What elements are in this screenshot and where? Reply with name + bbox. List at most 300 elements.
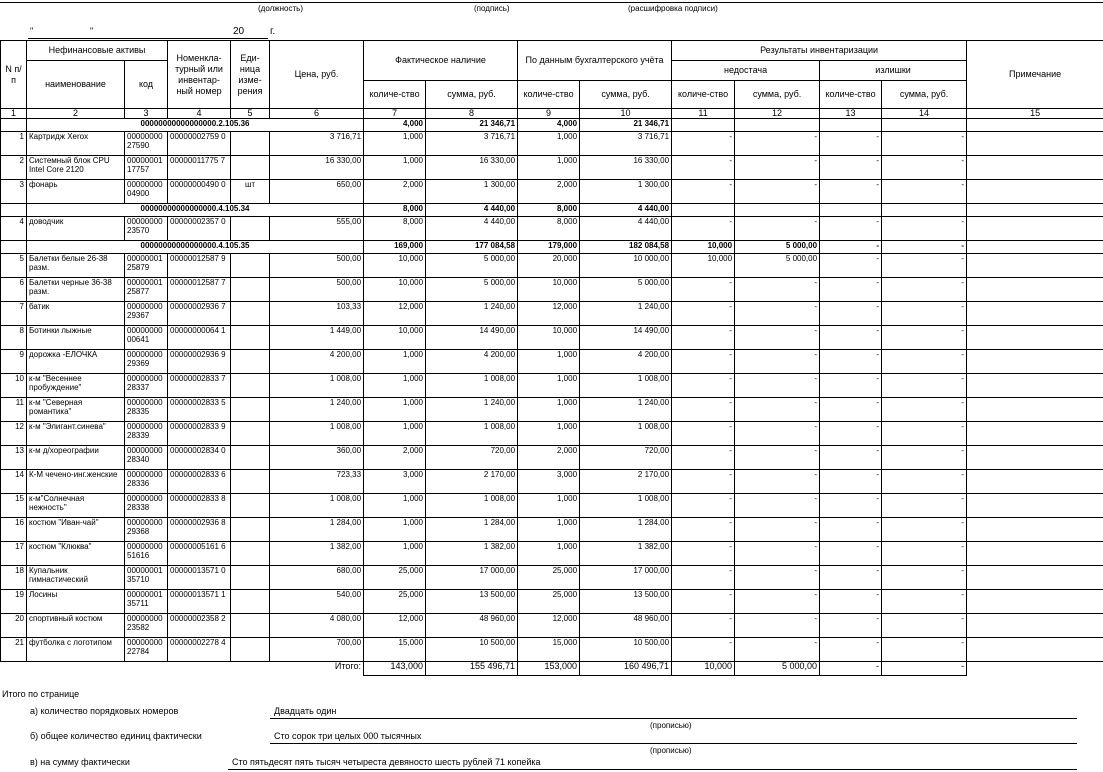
- shortage-sum: -: [735, 638, 820, 662]
- date-year-suffix: г.: [270, 26, 276, 37]
- actual-qty: 12,000: [364, 614, 426, 638]
- book-qty: 1,000: [518, 132, 580, 156]
- shortage-sum: -: [735, 326, 820, 350]
- row-number: 11: [1, 398, 27, 422]
- actual-sum: 1 008,00: [426, 494, 518, 518]
- table-row: [1, 566, 1103, 590]
- surplus-qty: -: [820, 132, 882, 156]
- actual-sum: 3 716,71: [426, 132, 518, 156]
- surplus-sum: -: [882, 566, 967, 590]
- shortage-qty: -: [672, 156, 735, 180]
- book-sum: 1 382,00: [580, 542, 672, 566]
- item-unit: [231, 470, 270, 494]
- book-sum: 5 000,00: [580, 278, 672, 302]
- item-price: 723,33: [270, 470, 364, 494]
- shortage-sum: -: [735, 350, 820, 374]
- actual-sum: 5 000,00: [426, 254, 518, 278]
- footer-c-underline: [228, 769, 1077, 770]
- shortage-qty: [672, 119, 735, 132]
- shortage-sum: -: [735, 302, 820, 326]
- actual-sum: 4 200,00: [426, 350, 518, 374]
- note-cell: [967, 156, 1103, 180]
- book-qty: 25,000: [518, 566, 580, 590]
- surplus-qty: -: [820, 494, 882, 518]
- surplus-sum: [882, 204, 967, 217]
- item-unit: [231, 446, 270, 470]
- actual-sum: 48 960,00: [426, 614, 518, 638]
- shortage-qty: -: [672, 590, 735, 614]
- item-code: 00000001 35711: [125, 590, 168, 614]
- shortage-qty: -: [672, 614, 735, 638]
- note-cell: [967, 132, 1103, 156]
- item-code: 00000001 25879: [125, 254, 168, 278]
- footer-caption-1: (прописью): [650, 721, 692, 730]
- row-number: 16: [1, 518, 27, 542]
- item-name: футболка с логотипом: [27, 638, 125, 662]
- actual-qty: 1,000: [364, 518, 426, 542]
- item-unit: [231, 132, 270, 156]
- item-code: 00000000 29368: [125, 518, 168, 542]
- surplus-qty: -: [820, 254, 882, 278]
- surplus-sum: -: [882, 217, 967, 241]
- note-cell: [967, 350, 1103, 374]
- item-name: Лосины: [27, 590, 125, 614]
- column-number: 10: [580, 109, 672, 119]
- shortage-qty: 10,000: [672, 241, 735, 254]
- book-sum: 1 300,00: [580, 180, 672, 204]
- item-name: Балетки черные 36-38 разм.: [27, 278, 125, 302]
- item-unit: [231, 398, 270, 422]
- item-price: 700,00: [270, 638, 364, 662]
- item-code: 00000000 28338: [125, 494, 168, 518]
- item-inventory-number: 00000000064 1: [168, 326, 231, 350]
- note-cell: [967, 470, 1103, 494]
- row-number: 9: [1, 350, 27, 374]
- shortage-qty: -: [672, 302, 735, 326]
- column-numbers-row: [1, 109, 1103, 119]
- row-number: 19: [1, 590, 27, 614]
- note-cell: [967, 590, 1103, 614]
- date-close-quote: ": [90, 26, 94, 36]
- group-n-cell: [1, 119, 27, 132]
- table-row: [1, 614, 1103, 638]
- item-price: 3 716,71: [270, 132, 364, 156]
- table-row: [1, 254, 1103, 278]
- table-row: [1, 217, 1103, 241]
- item-inventory-number: 00000002833 8: [168, 494, 231, 518]
- book-sum: 182 084,58: [580, 241, 672, 254]
- surplus-sum: -: [882, 638, 967, 662]
- header-actual-sum: сумма, руб.: [426, 81, 518, 109]
- shortage-qty: 10,000: [672, 254, 735, 278]
- item-name: к-м "Северная романтика": [27, 398, 125, 422]
- header-surplus-sum: сумма, руб.: [882, 81, 967, 109]
- surplus-qty: -: [820, 518, 882, 542]
- actual-qty: 1,000: [364, 374, 426, 398]
- item-inventory-number: 00000002358 2: [168, 614, 231, 638]
- item-unit: [231, 566, 270, 590]
- book-sum: 48 960,00: [580, 614, 672, 638]
- shortage-qty: -: [672, 446, 735, 470]
- group-account: 00000000000000000.4.105.35: [27, 241, 364, 254]
- book-sum: 4 200,00: [580, 350, 672, 374]
- item-inventory-number: 00000002833 7: [168, 374, 231, 398]
- surplus-qty: -: [820, 374, 882, 398]
- table-row: [1, 278, 1103, 302]
- total-surplus-sum: -: [882, 662, 967, 676]
- shortage-qty: -: [672, 494, 735, 518]
- surplus-sum: -: [882, 446, 967, 470]
- item-price: 1 449,00: [270, 326, 364, 350]
- surplus-sum: [882, 119, 967, 132]
- book-qty: 2,000: [518, 446, 580, 470]
- item-unit: [231, 326, 270, 350]
- table-row: [1, 374, 1103, 398]
- footer-b-label: б) общее количество единиц фактически: [30, 731, 202, 741]
- actual-qty: 1,000: [364, 494, 426, 518]
- surplus-qty: -: [820, 638, 882, 662]
- shortage-sum: -: [735, 614, 820, 638]
- item-inventory-number: 00000002833 6: [168, 470, 231, 494]
- caption-signature: (подпись): [474, 4, 510, 13]
- surplus-qty: -: [820, 398, 882, 422]
- shortage-qty: -: [672, 278, 735, 302]
- row-number: 14: [1, 470, 27, 494]
- item-price: 555,00: [270, 217, 364, 241]
- actual-qty: 1,000: [364, 350, 426, 374]
- book-sum: 1 008,00: [580, 422, 672, 446]
- shortage-sum: -: [735, 566, 820, 590]
- table-row: [1, 398, 1103, 422]
- footer-c-label: в) на сумму фактически: [30, 757, 130, 767]
- book-qty: 25,000: [518, 590, 580, 614]
- row-number: 13: [1, 446, 27, 470]
- actual-qty: 1,000: [364, 156, 426, 180]
- book-qty: 10,000: [518, 326, 580, 350]
- surplus-sum: -: [882, 326, 967, 350]
- inventory-table: [0, 40, 1103, 676]
- actual-qty: 169,000: [364, 241, 426, 254]
- item-code: 00000000 28336: [125, 470, 168, 494]
- total-surplus-qty: -: [820, 662, 882, 676]
- book-sum: 17 000,00: [580, 566, 672, 590]
- table-row: [1, 494, 1103, 518]
- book-qty: 12,000: [518, 302, 580, 326]
- date-open-quote: ": [30, 26, 34, 36]
- surplus-sum: -: [882, 590, 967, 614]
- footer-caption-2: (прописью): [650, 746, 692, 755]
- actual-sum: 1 240,00: [426, 302, 518, 326]
- row-number: 3: [1, 180, 27, 204]
- item-unit: [231, 422, 270, 446]
- book-qty: 15,000: [518, 638, 580, 662]
- table-row: [1, 518, 1103, 542]
- book-sum: 720,00: [580, 446, 672, 470]
- surplus-sum: -: [882, 180, 967, 204]
- note-cell: [967, 638, 1103, 662]
- row-number: 7: [1, 302, 27, 326]
- actual-sum: 10 500,00: [426, 638, 518, 662]
- column-number: 13: [820, 109, 882, 119]
- actual-sum: 177 084,58: [426, 241, 518, 254]
- shortage-sum: [735, 204, 820, 217]
- shortage-qty: -: [672, 180, 735, 204]
- item-name: Ботинки лыжные: [27, 326, 125, 350]
- shortage-qty: -: [672, 217, 735, 241]
- item-code: 00000000 27590: [125, 132, 168, 156]
- shortage-sum: -: [735, 542, 820, 566]
- actual-qty: 1,000: [364, 422, 426, 446]
- group-account: 00000000000000000.2.105.36: [27, 119, 364, 132]
- item-name: к-м"Солнечная нежность": [27, 494, 125, 518]
- item-unit: [231, 494, 270, 518]
- total-shortage-qty: 10,000: [672, 662, 735, 676]
- note-cell: [967, 326, 1103, 350]
- column-number: 5: [231, 109, 270, 119]
- actual-qty: 4,000: [364, 119, 426, 132]
- footer-a-value: Двадцать один: [274, 706, 337, 716]
- book-qty: 1,000: [518, 542, 580, 566]
- item-code: 00000000 22784: [125, 638, 168, 662]
- surplus-qty: -: [820, 302, 882, 326]
- item-name: Картридж Xerox: [27, 132, 125, 156]
- header-book-sum: сумма, руб.: [580, 81, 672, 109]
- item-code: 00000001 25877: [125, 278, 168, 302]
- shortage-qty: -: [672, 422, 735, 446]
- caption-decoding: (расшифровка подписи): [628, 4, 718, 13]
- note-cell: [967, 241, 1103, 254]
- shortage-qty: -: [672, 374, 735, 398]
- item-code: 00000000 04900: [125, 180, 168, 204]
- item-inventory-number: 00000002833 9: [168, 422, 231, 446]
- item-price: 1 008,00: [270, 374, 364, 398]
- actual-sum: 14 490,00: [426, 326, 518, 350]
- actual-sum: 1 300,00: [426, 180, 518, 204]
- item-code: 00000000 28340: [125, 446, 168, 470]
- column-number: 14: [882, 109, 967, 119]
- item-unit: [231, 374, 270, 398]
- item-unit: [231, 518, 270, 542]
- group-row: [1, 204, 1103, 217]
- shortage-sum: 5 000,00: [735, 254, 820, 278]
- total-actual-qty: 143,000: [364, 662, 426, 676]
- item-price: 1 382,00: [270, 542, 364, 566]
- shortage-qty: -: [672, 542, 735, 566]
- column-number: 7: [364, 109, 426, 119]
- actual-qty: 15,000: [364, 638, 426, 662]
- shortage-sum: -: [735, 374, 820, 398]
- item-inventory-number: 00000012587 7: [168, 278, 231, 302]
- shortage-sum: -: [735, 470, 820, 494]
- book-sum: 1 008,00: [580, 494, 672, 518]
- surplus-qty: [820, 119, 882, 132]
- column-number: 3: [125, 109, 168, 119]
- note-cell: [967, 302, 1103, 326]
- column-number: 1: [1, 109, 27, 119]
- actual-sum: 5 000,00: [426, 278, 518, 302]
- row-number: 12: [1, 422, 27, 446]
- book-qty: 1,000: [518, 518, 580, 542]
- surplus-sum: -: [882, 374, 967, 398]
- book-qty: 4,000: [518, 119, 580, 132]
- group-row: [1, 119, 1103, 132]
- surplus-qty: -: [820, 470, 882, 494]
- item-name: Системный блок CPU Intel Core 2120: [27, 156, 125, 180]
- header-shortage-qty: количе-ство: [672, 81, 735, 109]
- group-n-cell: [1, 204, 27, 217]
- surplus-sum: -: [882, 422, 967, 446]
- surplus-sum: -: [882, 302, 967, 326]
- table-row: [1, 590, 1103, 614]
- item-price: 4 080,00: [270, 614, 364, 638]
- actual-qty: 12,000: [364, 302, 426, 326]
- shortage-qty: -: [672, 350, 735, 374]
- book-qty: 1,000: [518, 374, 580, 398]
- item-inventory-number: 00000002278 4: [168, 638, 231, 662]
- date-underline: [28, 38, 268, 39]
- item-name: Балетки белые 26-38 разм.: [27, 254, 125, 278]
- actual-sum: 1 382,00: [426, 542, 518, 566]
- group-row: [1, 241, 1103, 254]
- surplus-qty: -: [820, 241, 882, 254]
- column-number: 9: [518, 109, 580, 119]
- header-n: N п/п: [1, 41, 27, 109]
- row-number: 20: [1, 614, 27, 638]
- item-inventory-number: 00000012587 9: [168, 254, 231, 278]
- surplus-sum: -: [882, 494, 967, 518]
- actual-qty: 1,000: [364, 542, 426, 566]
- shortage-sum: -: [735, 278, 820, 302]
- book-qty: 1,000: [518, 494, 580, 518]
- header-shortage-sum: сумма, руб.: [735, 81, 820, 109]
- book-sum: 10 500,00: [580, 638, 672, 662]
- actual-qty: 10,000: [364, 254, 426, 278]
- surplus-sum: -: [882, 518, 967, 542]
- note-cell: [967, 204, 1103, 217]
- row-number: 5: [1, 254, 27, 278]
- item-name: к-м д/хореографии: [27, 446, 125, 470]
- footer-c-value: Сто пятьдесят пять тысяч четыреста девяносто шесть рублей 71 копейка: [232, 757, 541, 767]
- footer-a-underline: [270, 718, 1077, 719]
- surplus-qty: -: [820, 326, 882, 350]
- surplus-qty: -: [820, 590, 882, 614]
- total-shortage-sum: 5 000,00: [735, 662, 820, 676]
- item-name: фонарь: [27, 180, 125, 204]
- row-number: 1: [1, 132, 27, 156]
- shortage-sum: -: [735, 156, 820, 180]
- book-sum: 4 440,00: [580, 204, 672, 217]
- note-cell: [967, 374, 1103, 398]
- item-inventory-number: 00000002759 0: [168, 132, 231, 156]
- table-row: [1, 326, 1103, 350]
- book-qty: 1,000: [518, 350, 580, 374]
- item-unit: [231, 638, 270, 662]
- shortage-qty: -: [672, 470, 735, 494]
- table-row: [1, 350, 1103, 374]
- book-qty: 8,000: [518, 204, 580, 217]
- item-code: 00000001 17757: [125, 156, 168, 180]
- actual-sum: 4 440,00: [426, 217, 518, 241]
- item-price: 1 008,00: [270, 494, 364, 518]
- book-sum: 2 170,00: [580, 470, 672, 494]
- header-actual: Фактическое наличие: [364, 41, 518, 81]
- row-number: 4: [1, 217, 27, 241]
- item-inventory-number: 00000002936 9: [168, 350, 231, 374]
- item-name: Купальник гимнастический: [27, 566, 125, 590]
- column-number: 11: [672, 109, 735, 119]
- row-number: 18: [1, 566, 27, 590]
- group-account: 00000000000000000.4.105.34: [27, 204, 364, 217]
- group-n-cell: [1, 241, 27, 254]
- header-book: По данным бухгалтерского учёта: [518, 41, 672, 81]
- header-code: код: [125, 61, 168, 109]
- table-row: [1, 132, 1103, 156]
- shortage-sum: -: [735, 132, 820, 156]
- item-inventory-number: 00000011775 7: [168, 156, 231, 180]
- surplus-qty: -: [820, 217, 882, 241]
- book-qty: 10,000: [518, 278, 580, 302]
- book-qty: 20,000: [518, 254, 580, 278]
- book-qty: 12,000: [518, 614, 580, 638]
- note-cell: [967, 254, 1103, 278]
- item-unit: [231, 542, 270, 566]
- header-surplus-qty: количе-ство: [820, 81, 882, 109]
- actual-qty: 3,000: [364, 470, 426, 494]
- item-price: 680,00: [270, 566, 364, 590]
- item-name: костюм "Иван-чай": [27, 518, 125, 542]
- footer-a-label: а) количество порядковых номеров: [30, 706, 179, 716]
- item-code: 00000000 51616: [125, 542, 168, 566]
- book-sum: 16 330,00: [580, 156, 672, 180]
- note-cell: [967, 398, 1103, 422]
- shortage-sum: -: [735, 422, 820, 446]
- shortage-qty: -: [672, 398, 735, 422]
- item-inventory-number: 00000002936 8: [168, 518, 231, 542]
- total-book-qty: 153,000: [518, 662, 580, 676]
- table-row: [1, 180, 1103, 204]
- book-qty: 1,000: [518, 422, 580, 446]
- actual-qty: 2,000: [364, 180, 426, 204]
- shortage-sum: -: [735, 398, 820, 422]
- shortage-qty: [672, 204, 735, 217]
- header-unit: Еди-ница изме-рения: [231, 41, 270, 109]
- surplus-sum: -: [882, 470, 967, 494]
- signature-line: [0, 2, 1103, 3]
- item-name: к-м "Элигант.синева": [27, 422, 125, 446]
- actual-qty: 10,000: [364, 326, 426, 350]
- item-code: 00000000 29369: [125, 350, 168, 374]
- surplus-qty: -: [820, 566, 882, 590]
- note-cell: [967, 518, 1103, 542]
- surplus-qty: -: [820, 542, 882, 566]
- shortage-sum: -: [735, 180, 820, 204]
- item-price: 16 330,00: [270, 156, 364, 180]
- book-qty: 2,000: [518, 180, 580, 204]
- item-unit: [231, 350, 270, 374]
- actual-sum: 1 284,00: [426, 518, 518, 542]
- book-sum: 13 500,00: [580, 590, 672, 614]
- note-cell: [967, 217, 1103, 241]
- item-price: 4 200,00: [270, 350, 364, 374]
- table-row: [1, 638, 1103, 662]
- header-shortage: недостача: [672, 61, 820, 81]
- book-sum: 21 346,71: [580, 119, 672, 132]
- actual-qty: 25,000: [364, 566, 426, 590]
- item-inventory-number: 00000002936 7: [168, 302, 231, 326]
- date-year-prefix: 20: [233, 26, 245, 37]
- surplus-qty: -: [820, 350, 882, 374]
- shortage-qty: -: [672, 518, 735, 542]
